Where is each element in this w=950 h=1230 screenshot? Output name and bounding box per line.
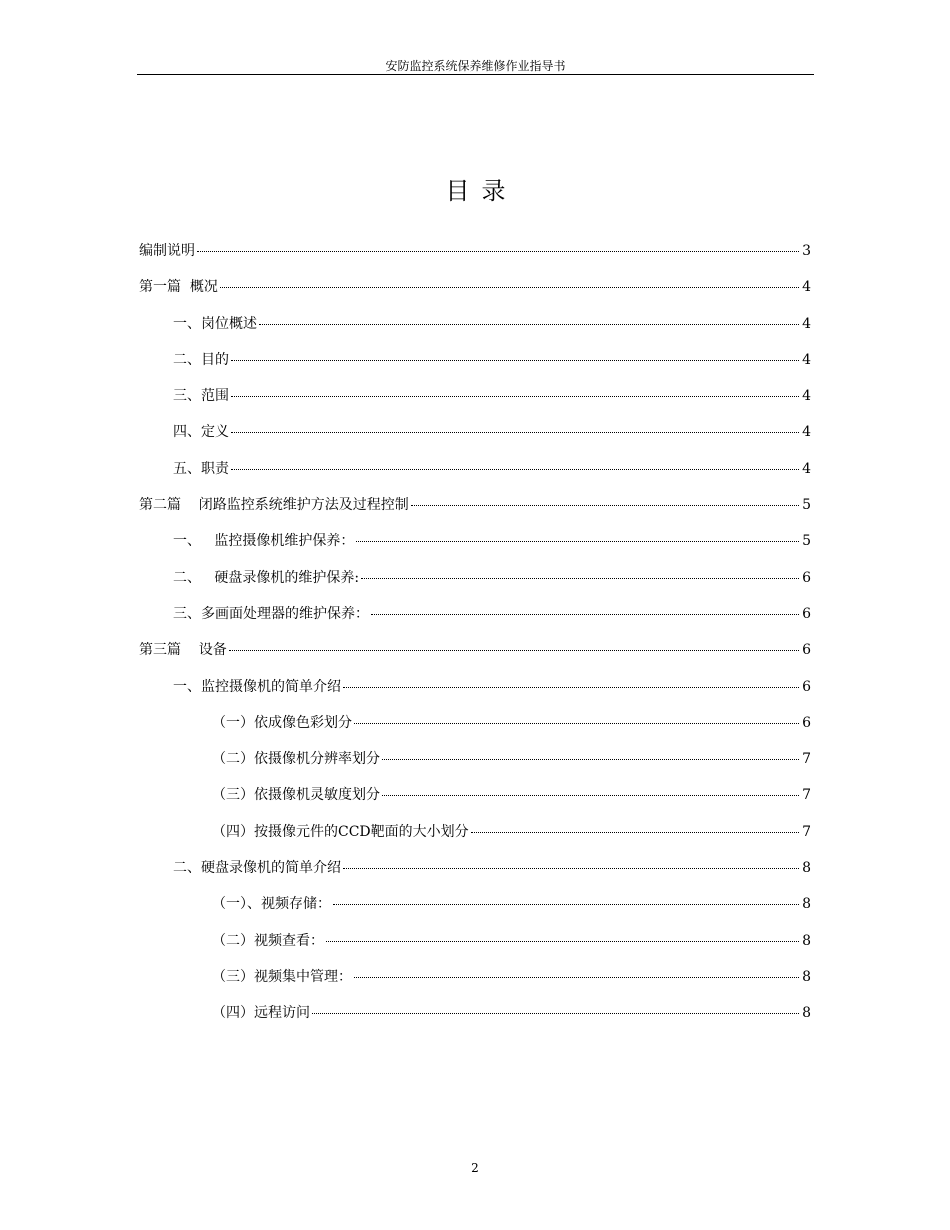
dot-leader	[382, 759, 799, 760]
toc-entry-text: （三）依摄像机灵敏度划分	[212, 787, 380, 804]
toc-entry[interactable]	[139, 531, 811, 567]
dot-leader	[197, 251, 799, 252]
toc-entry[interactable]	[139, 459, 811, 495]
dot-leader	[231, 360, 799, 361]
dot-leader	[361, 578, 799, 579]
toc-entry[interactable]	[139, 604, 811, 640]
toc-entry-text: （一）依成像色彩划分	[212, 714, 352, 731]
toc-entry-text: 第二篇 闭路监控系统维护方法及过程控制	[139, 497, 409, 514]
toc-entry-page: 6	[802, 642, 811, 659]
dot-leader	[343, 868, 799, 869]
toc-entry-page: 7	[802, 751, 811, 768]
toc-entry[interactable]	[139, 386, 811, 422]
toc-entry-text: （一）、视频存储：	[212, 896, 331, 913]
dot-leader	[333, 904, 799, 905]
toc-entry-text: 三、多画面处理器的维护保养：	[173, 605, 369, 622]
toc-entry-text: 二、目的	[173, 351, 229, 368]
dot-leader	[356, 541, 799, 542]
toc-entry-page: 8	[802, 896, 811, 913]
toc-entry-page: 4	[802, 424, 811, 441]
dot-leader	[220, 287, 799, 288]
toc-entry-page: 8	[802, 1005, 811, 1022]
toc-entry-text: （三）视频集中管理：	[212, 968, 352, 985]
toc-entry-text: （四）远程访问	[212, 1005, 310, 1022]
toc-entry-text: 二、 硬盘录像机的维护保养:	[173, 569, 360, 586]
toc-entry-page: 7	[802, 823, 811, 840]
toc-entry-text: 一、监控摄像机的简单介绍	[173, 678, 341, 695]
toc-entry-text: 第三篇 设备	[139, 642, 227, 659]
toc-entry-page: 4	[802, 315, 811, 332]
toc-entry-text: 三、范围	[173, 388, 229, 405]
toc-entry[interactable]	[139, 350, 811, 386]
toc-entry-page: 8	[802, 932, 811, 949]
toc-entry-text: 编制说明	[139, 243, 195, 259]
toc-entry[interactable]	[139, 822, 811, 858]
toc-entry-page: 7	[802, 787, 811, 804]
toc-entry-page: 5	[802, 497, 811, 514]
toc-entry[interactable]	[139, 277, 811, 313]
toc-entry-text: 一、岗位概述	[173, 315, 257, 332]
dot-leader	[312, 1013, 799, 1014]
toc-entry-text: 五、职责	[173, 460, 229, 477]
toc-entry-page: 8	[802, 860, 811, 877]
toc-entry-page: 6	[802, 569, 811, 586]
toc-entry-page: 6	[802, 605, 811, 622]
toc-entry[interactable]	[139, 749, 811, 785]
page-number: 2	[471, 1161, 479, 1175]
dot-leader	[411, 505, 799, 506]
toc-entry[interactable]	[139, 713, 811, 749]
running-header: 安防监控系统保养维修作业指导书	[385, 59, 566, 73]
dot-leader	[231, 396, 799, 397]
toc-entry-text: 四、定义	[173, 424, 229, 441]
dot-leader	[229, 650, 799, 651]
toc-entry[interactable]	[139, 422, 811, 458]
toc-entry[interactable]	[139, 640, 811, 676]
toc-entry[interactable]	[139, 894, 811, 930]
toc-entry-page: 4	[802, 388, 811, 405]
dot-leader	[354, 977, 799, 978]
header-rule	[137, 74, 814, 75]
toc-entry[interactable]	[139, 1003, 811, 1039]
dot-leader	[259, 324, 799, 325]
toc-entry[interactable]	[139, 495, 811, 531]
toc-entry-text: （二）依摄像机分辨率划分	[212, 751, 380, 768]
dot-leader	[231, 432, 799, 433]
toc-entry-page: 5	[802, 533, 811, 550]
toc-entry[interactable]	[139, 967, 811, 1003]
toc-entry-text: （二）视频查看：	[212, 932, 324, 949]
dot-leader	[382, 795, 799, 796]
toc-entry-page: 4	[802, 279, 811, 296]
toc-entry-text: 二、硬盘录像机的简单介绍	[173, 860, 341, 877]
toc-entry[interactable]	[139, 314, 811, 350]
toc-entry[interactable]	[139, 858, 811, 894]
toc-entry-page: 3	[802, 243, 811, 259]
dot-leader	[371, 614, 799, 615]
toc-entry-text: 第一篇 概况	[139, 279, 218, 296]
dot-leader	[343, 687, 799, 688]
toc-entry-text: 一、 监控摄像机维护保养：	[173, 533, 355, 550]
dot-leader	[471, 832, 799, 833]
toc-title: 目录	[445, 177, 518, 205]
dot-leader	[354, 723, 799, 724]
toc-entry[interactable]	[139, 677, 811, 713]
dot-leader	[231, 469, 799, 470]
toc-entry-page: 6	[802, 678, 811, 695]
toc-list	[139, 241, 811, 1040]
toc-entry-page: 4	[802, 460, 811, 477]
toc-entry[interactable]	[139, 785, 811, 821]
toc-entry[interactable]	[139, 568, 811, 604]
toc-entry-text: （四）按摄像元件的CCD靶面的大小划分	[212, 823, 469, 840]
toc-entry-page: 8	[802, 968, 811, 985]
toc-entry-page: 4	[802, 351, 811, 368]
dot-leader	[326, 941, 799, 942]
toc-entry[interactable]	[139, 241, 811, 277]
toc-entry-page: 6	[802, 714, 811, 731]
toc-entry[interactable]	[139, 931, 811, 967]
